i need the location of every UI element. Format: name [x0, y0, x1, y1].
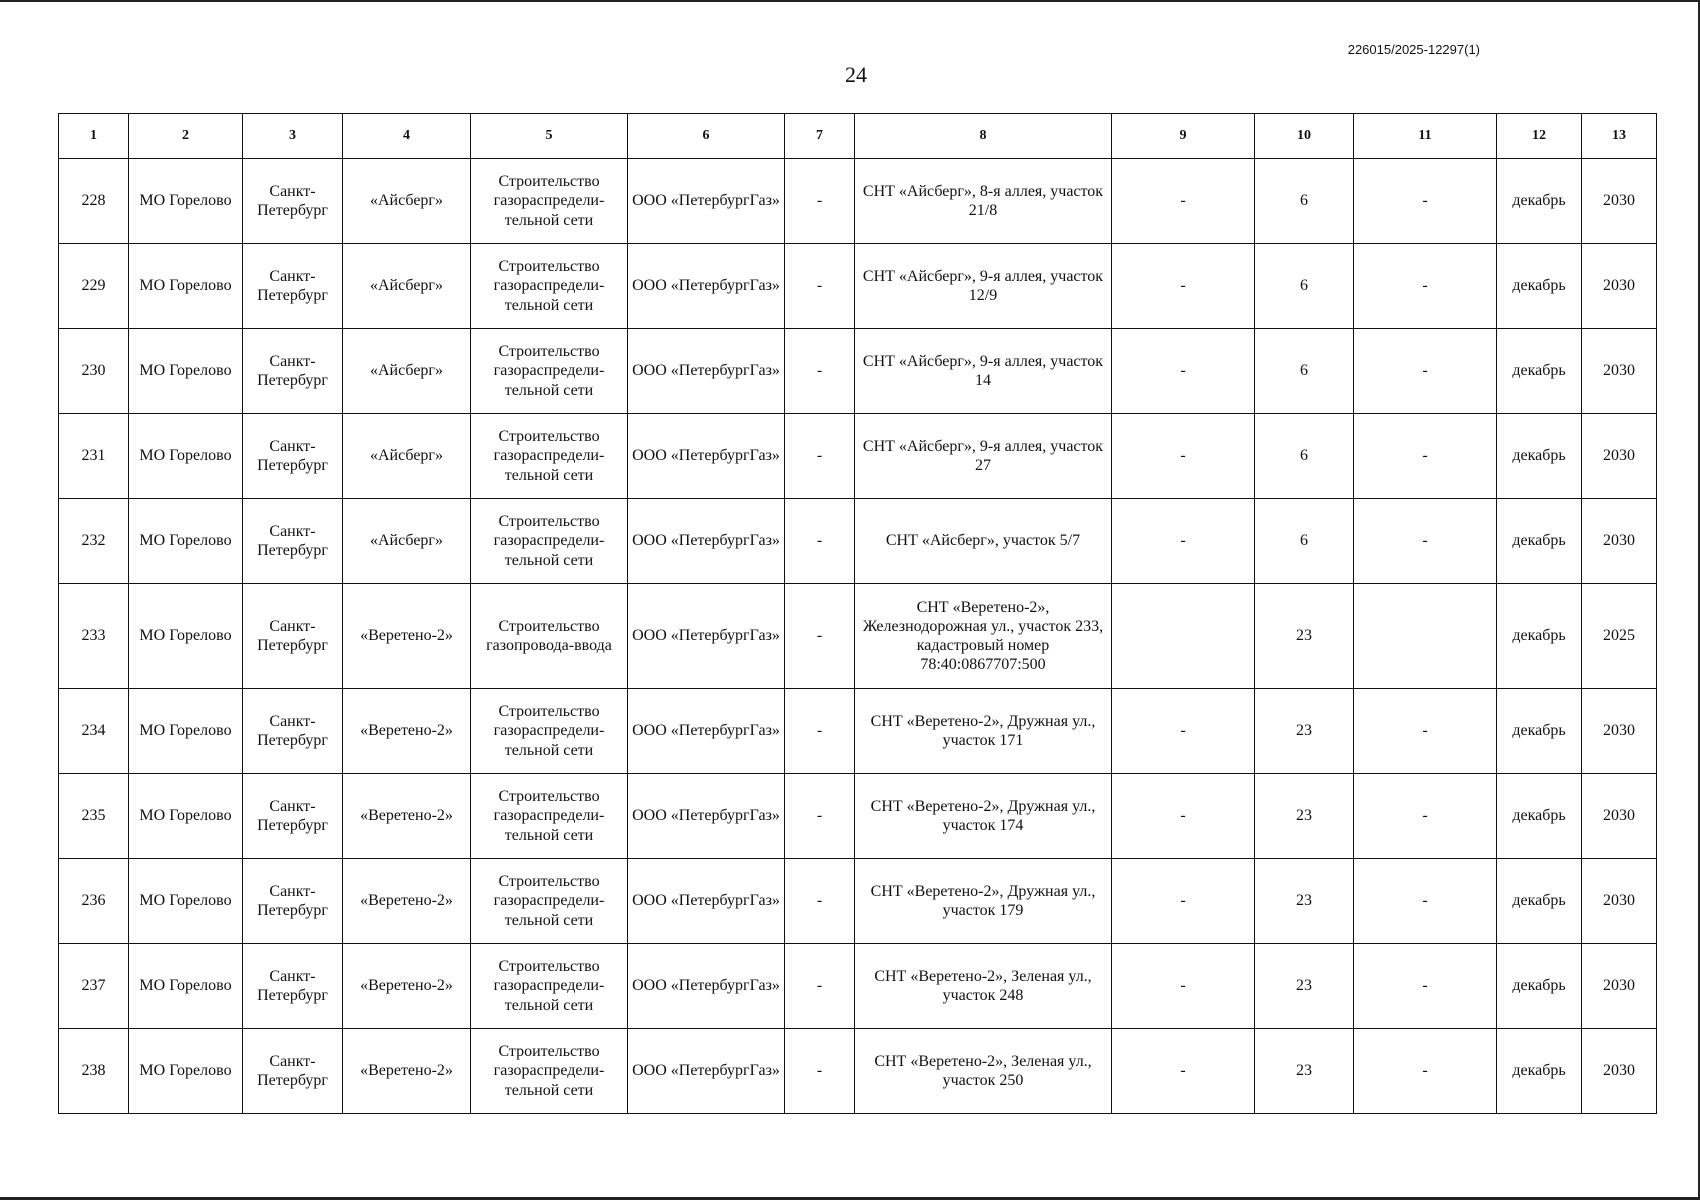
table-cell-col-3: Санкт-Петербург — [243, 329, 343, 414]
register-table — [58, 113, 1657, 1114]
table-cell-col-4: «Веретено-2» — [343, 689, 471, 774]
table-row — [59, 774, 1657, 859]
table-cell-col-1: 236 — [59, 859, 129, 944]
table-cell-col-7: - — [785, 689, 855, 774]
table-cell-col-6: ООО «ПетербургГаз» — [628, 414, 785, 499]
table-cell-col-7: - — [785, 859, 855, 944]
table-cell-col-2: МО Горелово — [129, 859, 243, 944]
table-cell-col-4: «Айсберг» — [343, 499, 471, 584]
table-cell-col-5: Строительство газораспредели-тельной сети — [471, 329, 628, 414]
table-cell-col-11: - — [1354, 329, 1497, 414]
table-cell-col-13: 2030 — [1582, 944, 1657, 1029]
table-cell-col-1: 230 — [59, 329, 129, 414]
table-cell-col-2: МО Горелово — [129, 159, 243, 244]
column-header-7: 7 — [785, 114, 855, 159]
table-cell-col-5: Строительство газораспредели-тельной сети — [471, 944, 628, 1029]
table-cell-col-6: ООО «ПетербургГаз» — [628, 944, 785, 1029]
table-cell-col-12: декабрь — [1497, 244, 1582, 329]
table-cell-col-9: - — [1112, 499, 1255, 584]
table-cell-col-12: декабрь — [1497, 414, 1582, 499]
table-cell-col-5: Строительство газораспредели-тельной сети — [471, 499, 628, 584]
table-row — [59, 689, 1657, 774]
table-cell-col-5: Строительство газораспредели-тельной сети — [471, 774, 628, 859]
table-cell-col-2: МО Горелово — [129, 414, 243, 499]
table-cell-col-5: Строительство газораспредели-тельной сети — [471, 859, 628, 944]
table-cell-col-5: Строительство газораспредели-тельной сети — [471, 244, 628, 329]
table-cell-col-4: «Айсберг» — [343, 244, 471, 329]
page-number: 24 — [845, 62, 867, 87]
table-cell-col-4: «Веретено-2» — [343, 584, 471, 689]
table-row — [59, 499, 1657, 584]
table-cell-col-13: 2030 — [1582, 159, 1657, 244]
table-cell-col-12: декабрь — [1497, 329, 1582, 414]
table-cell-col-10: 6 — [1255, 244, 1354, 329]
table-cell-col-5: Строительство газораспредели-тельной сети — [471, 414, 628, 499]
table-cell-col-3: Санкт-Петербург — [243, 1029, 343, 1114]
table-cell-col-11: - — [1354, 1029, 1497, 1114]
table-cell-col-1: 235 — [59, 774, 129, 859]
table-cell-col-9: - — [1112, 414, 1255, 499]
table-cell-col-6: ООО «ПетербургГаз» — [628, 774, 785, 859]
table-cell-col-8: СНТ «Веретено-2», Дружная ул., участок 171 — [855, 689, 1112, 774]
table-cell-col-2: МО Горелово — [129, 1029, 243, 1114]
table-cell-col-3: Санкт-Петербург — [243, 859, 343, 944]
table-cell-col-10: 6 — [1255, 159, 1354, 244]
table-cell-col-8: СНТ «Айсберг», 8-я аллея, участок 21/8 — [855, 159, 1112, 244]
table-cell-col-1: 238 — [59, 1029, 129, 1114]
table-cell-col-12: декабрь — [1497, 944, 1582, 1029]
table-cell-col-9: - — [1112, 859, 1255, 944]
table-cell-col-3: Санкт-Петербург — [243, 944, 343, 1029]
table-cell-col-1: 228 — [59, 159, 129, 244]
table-cell-col-9: - — [1112, 329, 1255, 414]
table-cell-col-9: - — [1112, 244, 1255, 329]
column-header-11: 11 — [1354, 114, 1497, 159]
table-cell-col-12: декабрь — [1497, 584, 1582, 689]
table-cell-col-4: «Веретено-2» — [343, 859, 471, 944]
table-cell-col-11: - — [1354, 159, 1497, 244]
table-row — [59, 859, 1657, 944]
table-cell-col-3: Санкт-Петербург — [243, 159, 343, 244]
table-cell-col-13: 2030 — [1582, 329, 1657, 414]
table-cell-col-4: «Айсберг» — [343, 159, 471, 244]
table-cell-col-13: 2030 — [1582, 1029, 1657, 1114]
table-cell-col-9: - — [1112, 944, 1255, 1029]
table-cell-col-7: - — [785, 244, 855, 329]
table-cell-col-7: - — [785, 1029, 855, 1114]
table-cell-col-4: «Веретено-2» — [343, 944, 471, 1029]
table-cell-col-2: МО Горелово — [129, 499, 243, 584]
table-cell-col-5: Строительство газораспредели-тельной сети — [471, 1029, 628, 1114]
table-cell-col-2: МО Горелово — [129, 689, 243, 774]
table-cell-col-9: - — [1112, 689, 1255, 774]
table-cell-col-1: 237 — [59, 944, 129, 1029]
table-row — [59, 244, 1657, 329]
table-cell-col-3: Санкт-Петербург — [243, 774, 343, 859]
table-cell-col-5: Строительство газораспредели-тельной сети — [471, 689, 628, 774]
table-cell-col-2: МО Горелово — [129, 944, 243, 1029]
table-cell-col-7: - — [785, 584, 855, 689]
table-cell-col-12: декабрь — [1497, 499, 1582, 584]
table-cell-col-5: Строительство газораспредели-тельной сети — [471, 159, 628, 244]
column-header-1: 1 — [59, 114, 129, 159]
table-row — [59, 944, 1657, 1029]
table-cell-col-11: - — [1354, 774, 1497, 859]
table-cell-col-11 — [1354, 584, 1497, 689]
table-row — [59, 159, 1657, 244]
table-cell-col-10: 6 — [1255, 329, 1354, 414]
table-cell-col-11: - — [1354, 414, 1497, 499]
table-cell-col-8: СНТ «Веретено-2», Дружная ул., участок 179 — [855, 859, 1112, 944]
table-cell-col-7: - — [785, 499, 855, 584]
table-cell-col-6: ООО «ПетербургГаз» — [628, 859, 785, 944]
table-row — [59, 1029, 1657, 1114]
table-cell-col-2: МО Горелово — [129, 244, 243, 329]
table-cell-col-13: 2030 — [1582, 499, 1657, 584]
table-cell-col-3: Санкт-Петербург — [243, 499, 343, 584]
table-row — [59, 584, 1657, 689]
table-cell-col-8: СНТ «Айсберг», 9-я аллея, участок 12/9 — [855, 244, 1112, 329]
table-cell-col-13: 2030 — [1582, 414, 1657, 499]
column-header-12: 12 — [1497, 114, 1582, 159]
table-cell-col-8: СНТ «Веретено-2», Дружная ул., участок 174 — [855, 774, 1112, 859]
table-cell-col-13: 2030 — [1582, 244, 1657, 329]
table-cell-col-5: Строительство газопровода-ввода — [471, 584, 628, 689]
table-body — [59, 159, 1657, 1114]
table-cell-col-10: 23 — [1255, 689, 1354, 774]
table-cell-col-10: 6 — [1255, 414, 1354, 499]
table-cell-col-4: «Веретено-2» — [343, 774, 471, 859]
table-cell-col-6: ООО «ПетербургГаз» — [628, 159, 785, 244]
table-row — [59, 414, 1657, 499]
table-cell-col-8: СНТ «Айсберг», 9-я аллея, участок 27 — [855, 414, 1112, 499]
table-cell-col-12: декабрь — [1497, 159, 1582, 244]
table-cell-col-8: СНТ «Веретено-2», Железнодорожная ул., участок 233, кадастровый номер 78:40:0867707:500 — [855, 584, 1112, 689]
column-header-4: 4 — [343, 114, 471, 159]
table-cell-col-11: - — [1354, 859, 1497, 944]
table-cell-col-1: 232 — [59, 499, 129, 584]
column-header-3: 3 — [243, 114, 343, 159]
table-cell-col-10: 23 — [1255, 1029, 1354, 1114]
table-cell-col-13: 2025 — [1582, 584, 1657, 689]
column-header-10: 10 — [1255, 114, 1354, 159]
table-cell-col-6: ООО «ПетербургГаз» — [628, 584, 785, 689]
column-header-8: 8 — [855, 114, 1112, 159]
table-cell-col-13: 2030 — [1582, 774, 1657, 859]
table-cell-col-6: ООО «ПетербургГаз» — [628, 499, 785, 584]
table-cell-col-12: декабрь — [1497, 859, 1582, 944]
table-cell-col-10: 23 — [1255, 774, 1354, 859]
table-row — [59, 329, 1657, 414]
table-cell-col-10: 23 — [1255, 944, 1354, 1029]
table-cell-col-1: 229 — [59, 244, 129, 329]
table-cell-col-13: 2030 — [1582, 689, 1657, 774]
table-cell-col-12: декабрь — [1497, 1029, 1582, 1114]
table-cell-col-1: 231 — [59, 414, 129, 499]
table-cell-col-4: «Айсберг» — [343, 329, 471, 414]
table-cell-col-10: 6 — [1255, 499, 1354, 584]
table-cell-col-6: ООО «ПетербургГаз» — [628, 689, 785, 774]
table-cell-col-12: декабрь — [1497, 689, 1582, 774]
table-cell-col-3: Санкт-Петербург — [243, 244, 343, 329]
table-cell-col-4: «Айсберг» — [343, 414, 471, 499]
table-cell-col-6: ООО «ПетербургГаз» — [628, 244, 785, 329]
table-cell-col-1: 234 — [59, 689, 129, 774]
column-header-5: 5 — [471, 114, 628, 159]
table-cell-col-4: «Веретено-2» — [343, 1029, 471, 1114]
table-cell-col-12: декабрь — [1497, 774, 1582, 859]
table-cell-col-2: МО Горелово — [129, 329, 243, 414]
table-cell-col-11: - — [1354, 689, 1497, 774]
table-cell-col-7: - — [785, 944, 855, 1029]
table-cell-col-7: - — [785, 414, 855, 499]
table-cell-col-1: 233 — [59, 584, 129, 689]
table-cell-col-13: 2030 — [1582, 859, 1657, 944]
table-cell-col-3: Санкт-Петербург — [243, 584, 343, 689]
column-header-13: 13 — [1582, 114, 1657, 159]
table-cell-col-9: - — [1112, 1029, 1255, 1114]
table-cell-col-7: - — [785, 774, 855, 859]
table-cell-col-8: СНТ «Айсберг», участок 5/7 — [855, 499, 1112, 584]
table-cell-col-9: - — [1112, 159, 1255, 244]
table-cell-col-6: ООО «ПетербургГаз» — [628, 329, 785, 414]
table-cell-col-3: Санкт-Петербург — [243, 414, 343, 499]
table-cell-col-11: - — [1354, 499, 1497, 584]
table-cell-col-10: 23 — [1255, 859, 1354, 944]
table-cell-col-9: - — [1112, 774, 1255, 859]
document-id: 226015/2025-12297(1) — [1347, 42, 1480, 57]
table-cell-col-10: 23 — [1255, 584, 1354, 689]
table-cell-col-11: - — [1354, 244, 1497, 329]
table-cell-col-6: ООО «ПетербургГаз» — [628, 1029, 785, 1114]
header-row — [59, 114, 1657, 159]
table-cell-col-11: - — [1354, 944, 1497, 1029]
table-cell-col-8: СНТ «Веретено-2», Зеленая ул., участок 250 — [855, 1029, 1112, 1114]
table-cell-col-8: СНТ «Айсберг», 9-я аллея, участок 14 — [855, 329, 1112, 414]
table-cell-col-8: СНТ «Веретено-2», Зеленая ул., участок 248 — [855, 944, 1112, 1029]
table-cell-col-7: - — [785, 159, 855, 244]
column-header-6: 6 — [628, 114, 785, 159]
table-cell-col-7: - — [785, 329, 855, 414]
table-cell-col-9 — [1112, 584, 1255, 689]
column-header-2: 2 — [129, 114, 243, 159]
column-header-9: 9 — [1112, 114, 1255, 159]
table-cell-col-3: Санкт-Петербург — [243, 689, 343, 774]
table-cell-col-2: МО Горелово — [129, 584, 243, 689]
table-cell-col-2: МО Горелово — [129, 774, 243, 859]
